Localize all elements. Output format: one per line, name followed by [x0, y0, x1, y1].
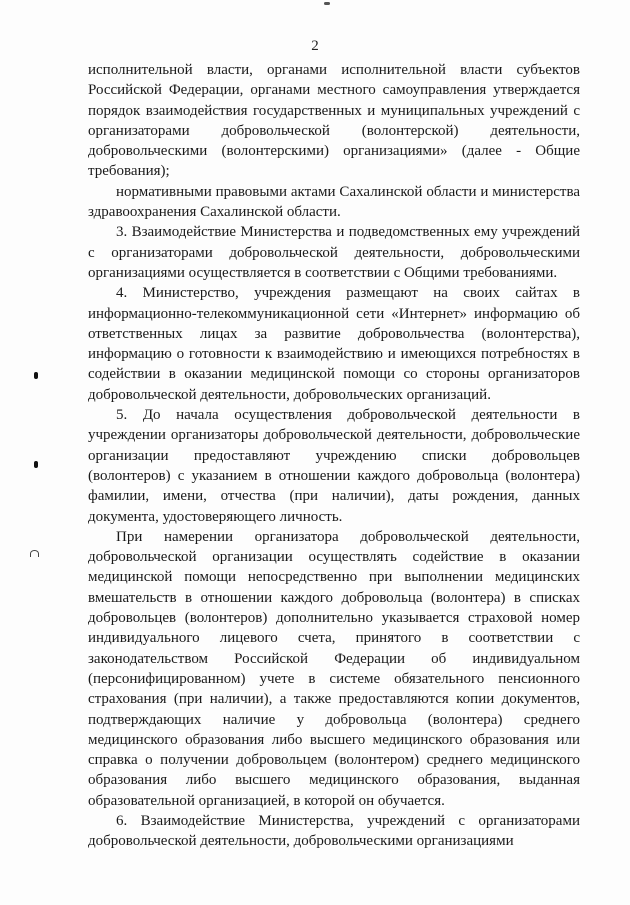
scan-artifact: [34, 372, 38, 379]
scan-artifact: [324, 2, 330, 5]
paragraph-regulations: нормативными правовыми актами Сахалинской области и министерства здравоохранения Сахалинской области.: [88, 183, 580, 221]
paragraph-continuation: исполнительной власти, органами исполнительной власти субъектов Российской Федерации, органами местного самоуправления утверждается порядок взаимодействия государственных и муниципальных учреждений с организаторами добровольческой (волонтерской) деятельности, добровольческими (волонтерскими) организациями» (далее - Общие требования);: [88, 62, 580, 180]
paragraph-medical-assistance: При намерении организатора добровольческой деятельности, добровольческой организации осуществлять содействие в оказании медицинской помощи непосредственно при выполнении медицинских вмешательств в отношении каждого добровольца (волонтера) в списках добровольцев (волонтеров) дополнительно указывается страховой номер индивидуального лицевого счета, принятого в соответствии с законодательством Российской Федерации об индивидуальном (персонифицированном) учете в системе обязательного пенсионного страхования (при наличии), а также предоставляются копии документов, подтверждающих наличие у добровольца (волонтера) среднего медицинского образования либо высшего медицинского образования или справка о получении добровольцем (волонтером) среднего медицинского образования либо высшего медицинского образования, выданная образовательной организацией, в которой он обучается.: [88, 528, 580, 809]
paragraph-item-6: 6. Взаимодействие Министерства, учреждений с организаторами добровольческой деятельности, добровольческими организациями: [88, 812, 580, 850]
page-number: 2: [311, 38, 319, 54]
scan-artifact: [34, 461, 38, 468]
paragraph-item-3: 3. Взаимодействие Министерства и подведомственных ему учреждений с организаторами добровольческой деятельности, добровольческими организациями осуществляется в соответствии с Общими требованиями.: [88, 224, 580, 281]
paragraph-item-5: 5. До начала осуществления добровольческой деятельности в учреждении организаторы добровольческой деятельности, добровольческие организации предоставляют учреждению списки добровольцев (волонтеров) с указанием в отношении каждого добровольца (волонтера) фамилии, имени, отчества (при наличии), даты рождения, данных документа, удостоверяющего личность.: [88, 407, 580, 525]
paragraph-item-4: 4. Министерство, учреждения размещают на своих сайтах в информационно-телекоммуникационной сети «Интернет» информацию об ответственных лицах за развитие добровольчества (волонтерства), информацию о готовности к взаимодействию и имеющихся потребностях в содействии в оказании медицинской помощи со стороны организаторов добровольческой деятельности, добровольческих организаций.: [88, 285, 580, 403]
scan-artifact: [30, 550, 39, 557]
document-body: [88, 60, 580, 852]
